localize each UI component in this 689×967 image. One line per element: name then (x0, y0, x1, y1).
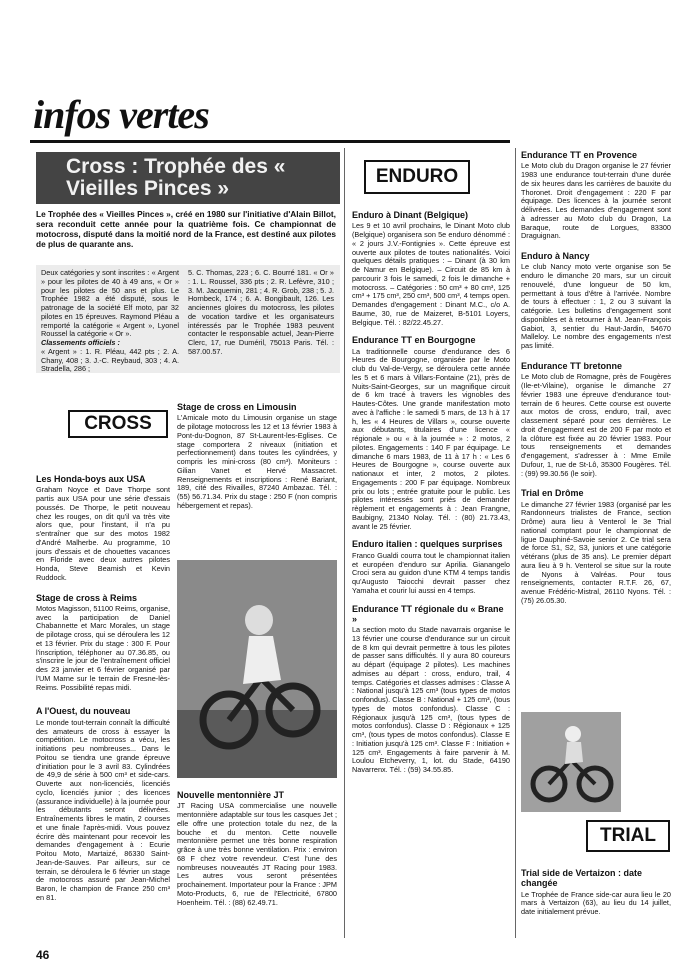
motocross-photo (177, 560, 337, 778)
page-number: 46 (36, 948, 50, 962)
article-text: L'Amicale moto du Limousin organise un stage de pilotage motocross les 12 et 13 février 1983 à Pont-du-Dognon, 87 St-Laurent-les-Eglises. Ce stage comportera 2 niveaux (initiation et perfectionnement) dans toutes les cylindrées, y compris les mini-cross (80 cm³). Moniteurs : Gilian Vanet et Hervé Massacret. Renseignements et inscriptions : René Bariant, 189, cité des Rivailles, 87240 Ambazac. Tél. : (55) 56.71.34. Prix du stage : 250 F (non compris hébergement et repas). (177, 413, 337, 510)
article (352, 539, 510, 595)
article-text: La section moto du Stade navarrais organise le 13 février une course d'endurance sur un circuit de 8 km qui devrait permettre à tous les pilotes de passer sans difficultés. Il y aura 80 coureurs au départ (équipage 2 pilotes). Les machines admises au départ : cross, enduro, trail, 4 temps. Catégories et classes admises : Classe A : National jusqu'à 125 cm³ (tous types de motos confondus). Classe B : National + 125 cm³, (tous types de motos confondus). Classe C : Régionaux jusqu'à 125 cm³, (tous types de motos confondus). Classe D : Régionaux + 125 cm³, (tous types de motos confondus). Classe E : Initiation jusqu'à 125 cm³. Classe F : Initiation + 125 cm³. Engagements à faire parvenir à M. Loulou Etcheverry, 1, lot. du Stade, 64190 Navarrenx. Tél. : (59) 34.55.85. (352, 625, 510, 775)
hero-banner (36, 152, 340, 204)
column-divider (515, 148, 516, 938)
article-text: Les 9 et 10 avril prochains, le Dinant Moto club (Belgique) organisera son 5e enduro dénommé : « 2 jours J.V.-Fontignies ». Cette épreuve est ouverte aux pilotes de toutes nationalités. Voici quelques détails pratiques : – Dinant (à 30 km de Namur en Belgique). – Circuit de 85 km à parcourir 3 fois le samedi, 2 fois le dimanche + motocross. – Catégories : 50 cm³ + 80 cm³, 125 cm³ + 175 cm³, 250 cm³, 500 cm³, 4 temps open. Demandes d'engagement : Dinant M.C., c/o A. Baume, 30, rue de Maizeret, B-5101 Loyers, Belgique. Tél. : 82/22.45.27. (352, 221, 510, 327)
hero-title: Cross : Trophée des « Vieilles Pinces » (66, 155, 286, 200)
article-title: Endurance TT bretonne (521, 360, 623, 371)
column-divider (344, 148, 345, 938)
column-4 (521, 144, 671, 709)
trial-label: TRIAL (586, 820, 670, 852)
article (521, 488, 671, 605)
article (521, 251, 671, 351)
trophy-box-left-heading: Classements officiels : (41, 338, 120, 347)
trophy-box-right (188, 269, 334, 357)
cross-label: CROSS (68, 410, 168, 438)
hero-intro: Le Trophée des « Vieilles Pinces », créé en 1980 sur l'initiative d'Alain Billot, sera reconduit cette année pour la quatrième fois. Ce championnat de motocross, disputé dans la moitié nord de la France, est destiné aux pilotes de plus de quarante ans. (36, 209, 336, 249)
article-text: La traditionnelle course d'endurance des 6 Heures de Bourgogne, organisée par le Moto club du Val-de-Vergy, se déroulera cette année les 5 et 6 mars à Villars-Fontaine (21), près de Nuits-Saint-Georges, sur un magnifique circuit de 6 km tracé à travers les vignobles des Hautes-Côtes. Une grande manifestation moto avec à l'affiche : le samedi 5 mars, de 13 h à 17 h, les « 4 Heures de Villars », course ouverte aux débutants, titulaires d'une licence « régionale » ou « à la journée » : 2 motos, 2 pilotes. Engagements : 140 F par équipage. Le dimanche 6 mars 1983, de 11 à 17 h : « Les 6 Heures de Bourgogne », course ouverte aux nationaux et inter, 2 motos, 2 pilotes. Engagements : 200 F par équipage. Nombreux prix ou lots ; entrée gratuite pour le public. Les pilotes intéressés sont priés de demander règlement et engagements à : Jean Frangne, Baubigny, 21340 Nolay. Tél. : (80) 21.73.43, avant le 25 février. (352, 346, 510, 531)
column-2-top (177, 396, 337, 556)
trophy-box-left (41, 269, 179, 374)
article-title: Endurance TT régionale du « Brane » (352, 603, 504, 624)
article-title: Stage de cross en Limousin (177, 402, 297, 412)
trophy-box-left-tail: « Argent » : 1. R. Pléau, 442 pts ; 2. A. Chany, 408 ; 3. J.-C. Reybaud, 303 ; 4. A. Stradella, 286 ; (41, 346, 179, 374)
article-text: Franco Gualdi courra tout le championnat italien et européen d'enduro sur Aprilia. Gianangelo Croci sera au guidon d'une KTM 4 temps tandis qu'Augusto Taiocchi devrait passer chez Yamaha et courir lui aussi en 4 temps. (352, 550, 510, 595)
column-2-bottom (177, 784, 337, 944)
article (36, 593, 170, 693)
article-title: Enduro à Nancy (521, 251, 590, 262)
article-text: Le Trophée de France side-car aura lieu le 20 mars à Vertaizon (63), au lieu du 14 juillet, date initialement prévue. (521, 889, 671, 917)
article (352, 604, 510, 775)
trial-photo (521, 712, 621, 812)
trophy-box-right-text: 5. C. Thomas, 223 ; 6. C. Bourré 181. « Or » : 1. L. Roussel, 336 pts ; 2. R. Lefèvre, 310 ; 3. M. Jacquemin, 281 ; 4. R. Grob, 238 ; 5. J. Hornbeck, 174 ; 6. A. Bongibault, 126. Les anciennes gloires du motocross, les pilotes de vocation tardive et les organisateurs intéressés par le Trophée 1983 peuvent contacter le responsable actuel, Jean-Pierre Clerc, 17, rue Duméril, 75013 Paris. Tél. : 587.00.57. (188, 268, 334, 356)
article-text: Le monde tout-terrain connaît la difficulté des amateurs de cross à essayer la compétition. Le motocross a vécu, les initiations peu nombreuses... Dans le Poitou se tiendra une grande épreuve d'initiation pour le 3 avril 83. Cylindrées de 49,9 de série à 500 cm³ et side-cars. Ouverte aux non-licenciés, licenciés cyclo, licenciés junior ; des licences (assurance individuelle) à la journée pour les débutants seront délivrées. Entraînements libres le matin, 2 courses et une finale l'après-midi. Vous pouvez écrire dès maintenant pour recevoir les demandes d'engagement à : Ecurie Poitou Moto, Martaizé, 86330 Saint-Jean-de-Sauves. Par ailleurs, sur ce terrain, se déroulera le 6 février un stage de motocross assuré par Jean-Michel Baron, le champion de France 250 cm³ en 81. (36, 717, 170, 902)
article-text: JT Racing USA commercialise une nouvelle mentonnière adaptable sur tous les casques Jet ; elle offre une protection totale du nez, de la bouche et du menton. Cette nouvelle mentonnière permet une très bonne respiration grâce à une très bonne ventilation. Prix : environ 68 F chez votre revendeur. C'est l'une des nombreuses nouveautés JT Racing pour 1983. Les autres vous seront présentées prochainement. Importateur pour la France : JPM Moto-Products, 6, rue de l'Electricité, 67800 Hoenheim. Tél. : (88) 62.49.71. (177, 801, 337, 907)
article (521, 150, 671, 241)
trophy-box (36, 265, 340, 373)
column-4-bottom (521, 862, 671, 948)
article-text: Le dimanche 27 février 1983 (organisé par les Randonneurs trialistes de France, section Drôme) aura lieu à Venterol le 3e Trial national comptant pour le championnat de ligue Dauphiné-Savoie senior 2. Ce trial sera de force S1, S2, S3, juniors et une catégorie vétérans (plus de 35 ans). Le premier départ aura lieu à 9 h. Venterol se situe sur la route de Nyons à Valréas. Pour tous renseignements, contacter R.T.F. 26, 67, avenue Frédéric-Mistral, 26110 Nyons. Tél. : (75) 26.05.30. (521, 499, 671, 605)
trial-rider-illustration (521, 712, 621, 812)
article (521, 361, 671, 478)
article-text: Le Moto club de Romagne, près de Fougères (Ile-et-Vilaine), organise le dimanche 27 février 1983 une épreuve d'endurance tout-terrain de 6 heures. Cette course est ouverte aux motos de cross, enduro, trail, avec classement séparé pour ces dernières. Le droit d'engagement est de 200 F par moto et la clôture est fixée au 20 février 1983. Pour tous renseignements et demandes d'engagement, s'adresser à : Mme Emile Dufour, 1, rue de St-Lô, 35300 Fougères. Tél. : (99) 99.30.56 (le soir). (521, 372, 671, 478)
article-title: A l'Ouest, du nouveau (36, 706, 131, 717)
article-text: Le Moto club du Dragon organise le 27 février 1983 une endurance tout-terrain d'une durée de six heures dans les carrières de bauxite du Thoronet. Droit d'engagement : 220 F par équipage. Des licences à la journée seront délivrées. Les demandes d'engagement sont à adresser au Moto club du Dragon, La Baraque, route de Lorgues, 83300 Draguignan. (521, 161, 671, 241)
article-title: Les Honda-boys aux USA (36, 474, 146, 484)
article-text: Le club Nancy moto verte organise son 5e enduro le dimanche 20 mars, sur un circuit renouvelé, d'une longueur de 50 km, permettant à tous d'être à l'arrivée. Nombre de tours à effectuer : 1, 2 ou 3 suivant la catégorie. Les bulletins d'engagement sont disponibles et à retourner à M. Jean-François Gabiot, 3, sentier du Haut-Jardin, 54670 Malleloy. Le nombre des engagements n'est pas limité. (521, 262, 671, 351)
title-rule (30, 140, 510, 143)
article-title: Trial en Drôme (521, 488, 584, 499)
article (352, 335, 510, 531)
trophy-box-left-text: Deux catégories y sont inscrites : « Argent » pour les pilotes de 40 à 49 ans, « Or » pour les pilotes de 50 ans et plus. Le Trophée 1982 a été disputé, sous le patronage de la société Elf moto, par 32 pilotes en 15 épreuves. Raymond Pléau a remporté la catégorie « Argent », Lyonel Roussel la catégorie « Or ». (41, 268, 179, 339)
article-title: Enduro à Dinant (Belgique) (352, 210, 468, 220)
rider-illustration (177, 560, 337, 778)
article-text: Motos Magisson, 51100 Reims, organise, avec la participation de Daniel Chabannette et Marc Morales, un stage de pilotage cross, qui se déroulera les 12 et 13 février. Prix du stage : 300 F. Pour l'inscription, téléphoner au 07.36.85, ou s'inscrire le jour de l'entraînement officiel des 23 janvier et 6 février organisé par l'UM Marne sur le terrain de Fresne-lès-Reims. Possibilité repas midi. (36, 603, 170, 692)
enduro-label: ENDURO (364, 160, 470, 194)
article-text: Graham Noyce et Dave Thorpe sont partis aux USA pour une série d'essais poussés. De Thorpe, le petit nouveau chez les rouges, on dit qu'il va très vite alors que, pour l'instant, il n'a pu s'entraîner que sur des motos 1982 d'André Malherbe. Au programme, 10 jours d'essais et de chouettes vacances en Floride avec deux autres pilotes Honda, Steve Beamish et Kevin Ruddock. (36, 485, 170, 582)
article (352, 210, 510, 327)
article (36, 474, 170, 583)
article-title: Nouvelle mentonnière JT (177, 790, 285, 800)
column-3 (352, 204, 510, 948)
article-title: Endurance TT en Bourgogne (352, 335, 476, 346)
article-title: Enduro italien : quelques surprises (352, 539, 503, 550)
article-title: Trial side de Vertaizon : date changée (521, 868, 643, 889)
article (36, 706, 170, 902)
column-1 (36, 468, 170, 948)
article-title: Endurance TT en Provence (521, 150, 638, 160)
article-title: Stage de cross à Reims (36, 592, 138, 603)
page-title: infos vertes (33, 92, 209, 137)
